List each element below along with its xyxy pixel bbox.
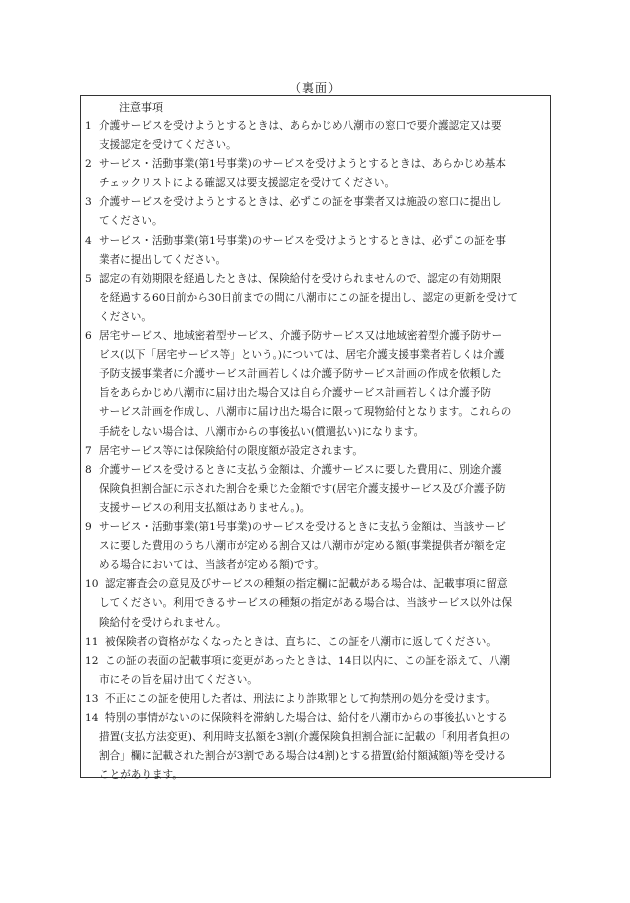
notice-item [81,327,550,442]
notice-heading: 注意事項 [119,101,163,114]
notice-item-number: 12 [85,654,99,667]
notice-item-number: 8 [85,463,92,476]
notice-item-text: 介護サービスを受けようとするときは、あらかじめ八潮市の窓口で要介護認定又は要 [99,120,502,132]
notice-item-text: 認定審査会の意見及びサービスの種類の指定欄に記載がある場合は、記載事項に留意 [105,578,508,591]
notice-item-text: ことがあります。 [99,769,183,782]
notice-item-text: ください。 [99,310,152,323]
notice-item-line [81,403,550,422]
notice-item-line [81,499,550,518]
notice-box [80,95,551,782]
notice-item-text: 被保険者の資格がなくなったときは、直ちに、この証を八潮市に返してください。 [105,635,497,648]
notice-item-line [81,270,550,289]
notice-item-line [81,308,550,327]
notice-item-text: サービス・活動事業(第1号事業)のサービスを受けようとするときは、あらかじめ基本 [99,158,506,171]
notice-item-text: 認定の有効期限を経過したときは、保険給付を受けられませんので、認定の有効期限 [99,272,502,285]
notice-item-line [81,423,550,442]
notice-item-number: 14 [85,712,99,725]
notice-item-line [81,556,550,575]
notice-item-line [81,652,550,671]
notice-item-number: 6 [85,330,92,343]
notice-item-line [81,155,550,174]
notice-item-line [81,766,550,785]
notice-item-text: める場合においては、当該者が定める額)です。 [99,559,325,572]
notice-item-text: チェックリストによる確認又は要支援認定を受けてください。 [99,177,396,190]
notice-item-number: 5 [85,272,92,285]
notice-item-text: サービス計画を作成し、八潮市に届け出た場合に限って現物給付となります。これらの [99,406,512,419]
notice-item-line [81,575,550,594]
notice-item-text: 介護サービスを受けるときに支払う金額は、介護サービスに要した費用に、別途介護 [99,463,502,476]
notice-item-text: 割合」欄に記載された割合が3割である場合は4割)とする措置(給付額減額)等を受ける [99,750,507,763]
notice-item-line [81,365,550,384]
notice-item-number: 4 [85,234,92,247]
notice-item-line [81,728,550,747]
notice-item-text: 手続をしない場合は、八潮市からの事後払い(償還払い)になります。 [99,425,425,438]
notice-item-line [81,251,550,270]
notice-item-text: てください。 [99,215,163,228]
notice-item [81,155,550,193]
notice-item-text: 措置(支払方法変更)、利用時支払額を3割(介護保険負担割合証に記載の「利用者負担の [99,731,511,744]
notice-item-line [81,346,550,365]
notice-item [81,232,550,270]
notice-item-number: 10 [85,578,99,591]
page-title: （裏面） [288,81,341,95]
notice-item-number: 7 [85,444,92,457]
notice-item-text: スに要した費用のうち八潮市が定める割合又は八潮市が定める額(事業提供者が額を定 [99,540,506,553]
notice-item [81,575,550,632]
notice-item-text: ビス(以下「居宅サービス等」という。)については、居宅介護支援事業者若しくは介護 [99,349,505,362]
notice-item-number: 9 [85,521,92,534]
notice-item-line [81,480,550,499]
notice-item [81,117,550,155]
notice-item-text: 業者に提出してください。 [99,253,227,266]
notice-item-line [81,614,550,633]
notice-item-line [81,690,550,709]
notice-item-text: 居宅サービス、地域密着型サービス、介護予防サービス又は地域密着型介護予防サー [99,330,503,343]
notice-item-text: 旨をあらかじめ八潮市に届け出た場合又は自ら介護サービス計画若しくは介護予防 [99,387,491,400]
notice-item-line [81,671,550,690]
notice-item [81,270,550,327]
notice-item-text: 険給付を受けられません。 [99,616,227,629]
notice-item-line [81,289,550,308]
notice-item-line [81,537,550,556]
notice-item-line [81,327,550,346]
notice-item-line [81,117,550,136]
notice-item-line [81,193,550,212]
notice-item [81,518,550,575]
notice-item [81,442,550,461]
notice-item-number: 11 [85,635,99,648]
notice-item-text: してください。利用できるサービスの種類の指定がある場合は、当該サービス以外は保 [99,597,513,610]
notice-item-number: 1 [85,120,92,132]
notice-item-text: サービス・活動事業(第1号事業)のサービスを受けるときに支払う金額は、当該サービ [99,521,506,534]
notice-item-text: この証の表面の記載事項に変更があったときは、14日以内に、この証を添えて、八潮 [105,654,511,667]
notice-item-text: 特別の事情がないのに保険料を滞納した場合は、給付を八潮市からの事後払いとする [105,712,508,725]
notice-item-text: を経過する60日前から30日前までの間に八潮市にこの証を提出し、認定の更新を受けて [99,291,518,304]
notice-item-line [81,384,550,403]
notice-item-text: 介護サービスを受けようとするときは、必ずこの証を事業者又は施設の窓口に提出し [99,196,502,209]
notice-item [81,461,550,518]
notice-item [81,193,550,231]
notice-item-text: 支援認定を受けてください。 [99,139,237,152]
notice-item-line [81,518,550,537]
notice-item-text: 居宅サービス等には保険給付の限度額が設定されます。 [99,444,363,457]
notice-item-line [81,594,550,613]
notice-item [81,652,550,690]
notice-item-number: 3 [85,196,92,209]
notice-item-text: 不正にこの証を使用した者は、刑法により詐欺罪として拘禁刑の処分を受けます。 [105,693,497,705]
notice-item-line [81,633,550,652]
notice-item-text: 市にその旨を届け出てください。 [99,673,258,686]
notice-item-number: 2 [85,158,92,171]
notice-item-line [81,136,550,155]
notice-item [81,690,550,709]
notice-item-line [81,232,550,251]
notice-item-text: 保険負担割合証に示された割合を乗じた金額です(居宅介護支援サービス及び介護予防 [99,482,506,495]
notice-item-line [81,174,550,193]
notice-item [81,709,550,785]
notice-item [81,633,550,652]
notice-item-text: サービス・活動事業(第1号事業)のサービスを受けようとするときは、必ずこの証を事 [99,234,506,247]
notice-item-line [81,442,550,461]
notice-item-line [81,747,550,766]
notice-item-text: 支援サービスの利用支払額はありません。)。 [99,501,311,514]
notice-item-text: 予防支援事業者に介護サービス計画若しくは介護予防サービス計画の作成を依頼した [99,368,502,381]
notice-item-line [81,709,550,728]
notice-item-line [81,461,550,480]
notice-item-line [81,212,550,231]
notice-item-number: 13 [85,693,99,705]
